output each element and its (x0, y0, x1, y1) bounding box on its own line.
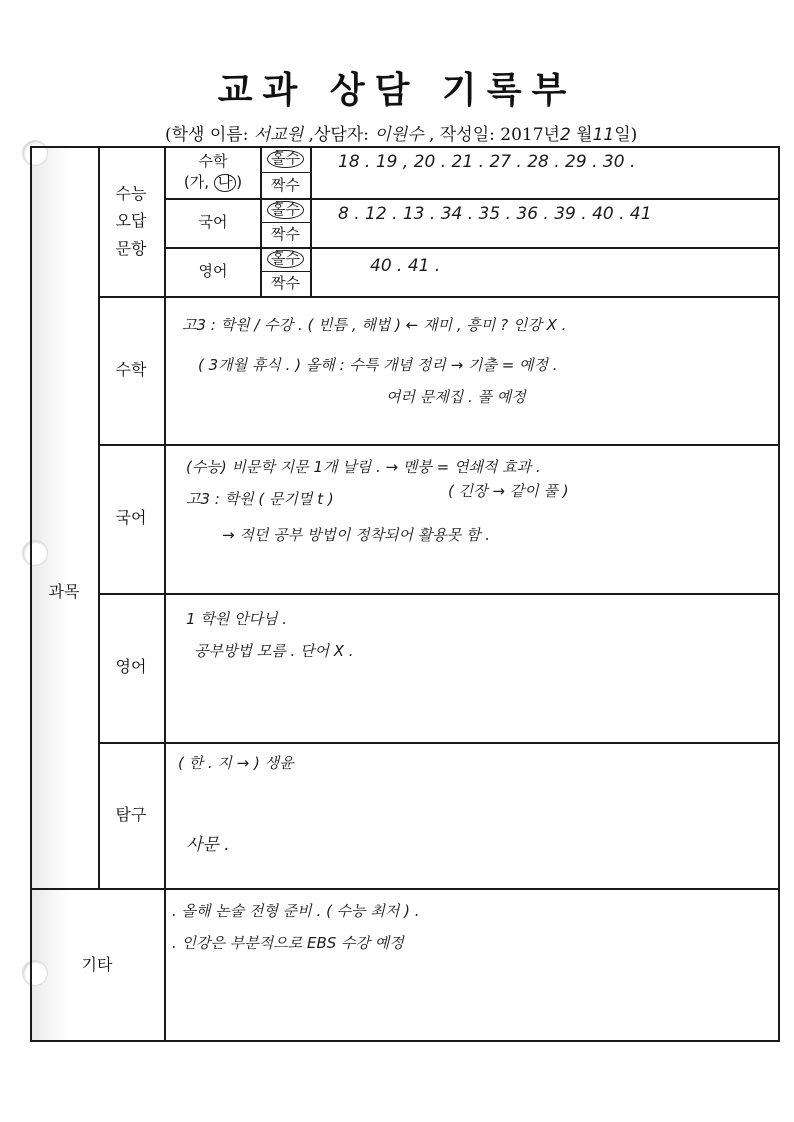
korean-note-1: (수능) 비문학 지문 1개 날림 . → 멘붕 = 연쇄적 효과 . (186, 458, 541, 476)
subject-english-label: 영어 (115, 657, 147, 677)
math-note-2: ( 3개월 휴식 . ) 올해 : 수특 개념 정리 → 기출 = 예정 . (198, 356, 558, 374)
math-odd-items: 18 . 19 , 20 . 21 . 27 . 28 . 29 . 30 . (338, 152, 636, 172)
date-label: , 작성일: 2017년 (423, 125, 560, 145)
math-note-1: 고3 : 학원 / 수강 . ( 빈틈 , 해법 ) ← 재미 , 흥미 ? 인강 X . (182, 316, 567, 334)
korean-note-3: 고3 : 학원 ( 문기멀 t ) (186, 490, 334, 508)
csat-math-close: ) (236, 173, 243, 191)
csat-english-label: 영어 (198, 262, 228, 280)
csat-math-choice: 나 (214, 174, 237, 192)
section-csat-label: 수능 오답 문항 (115, 184, 147, 258)
rule-v-content (310, 146, 312, 296)
english-note-2: 공부방법 모름 . 단어 X . (194, 642, 354, 660)
csat-math-label (166, 146, 260, 198)
subject-math-label: 수학 (115, 359, 147, 379)
date-day: 11 (592, 125, 615, 145)
section-subjects-label: 과목 (48, 581, 80, 601)
meta-close: 일) (614, 125, 638, 145)
english-even-label: 짝수 (271, 274, 300, 292)
korean-odd-items: 8 . 12 . 13 . 34 . 35 . 36 . 39 . 40 . 41 (338, 204, 652, 224)
korean-odd-cell (261, 198, 310, 222)
english-odd-label: 홀수 (267, 250, 304, 268)
korean-note-4: → 적던 공부 방법이 정착되어 활용못 함 . (222, 526, 491, 544)
section-etc-label: 기타 (81, 954, 113, 974)
rule-h-english-end (98, 742, 780, 744)
student-name: 서교원 (253, 125, 304, 145)
csat-math-text: 수학 (가, (183, 152, 228, 191)
math-odd-label: 홀수 (267, 150, 304, 168)
rule-h-math-end (98, 444, 780, 446)
math-even-label: 짝수 (271, 175, 300, 194)
etc-note-2: . 인강은 부분적으로 EBS 수강 예정 (172, 934, 404, 952)
month-label: 월 (570, 125, 593, 145)
counsel-table (30, 146, 780, 1042)
csat-korean-label: 국어 (198, 213, 228, 231)
date-month: 2 (559, 125, 571, 145)
math-odd-cell (261, 146, 310, 172)
korean-note-2: ( 긴장 → 같이 풀 ) (448, 482, 569, 500)
subject-inquiry-label: 탐구 (115, 804, 147, 824)
english-odd-cell (261, 247, 310, 271)
rule-h-csat-end (98, 296, 780, 298)
document-meta (165, 120, 785, 145)
counselor-name: 이원수 (374, 125, 424, 145)
inquiry-note-1: ( 한 . 지 → ) 생윤 (178, 754, 294, 772)
english-note-1: 1 학원 안다님 . (186, 610, 288, 628)
document-title: 교과 상담 기록부 (217, 70, 577, 111)
rule-h-korean-end (98, 593, 780, 595)
korean-even-label: 짝수 (271, 225, 300, 243)
subject-korean-label: 국어 (115, 508, 147, 528)
math-note-3: 여러 문제집 . 풀 예정 (386, 388, 526, 406)
english-odd-items: 40 . 41 . (370, 256, 441, 276)
meta-open: (학생 이름: (165, 125, 254, 145)
korean-odd-label: 홀수 (267, 201, 304, 219)
etc-note-1: . 올해 논술 전형 준비 . ( 수능 최저 ) . (172, 902, 420, 920)
counselor-label: ,상담자: (303, 125, 375, 145)
inquiry-note-2: 사문 . (186, 835, 230, 855)
